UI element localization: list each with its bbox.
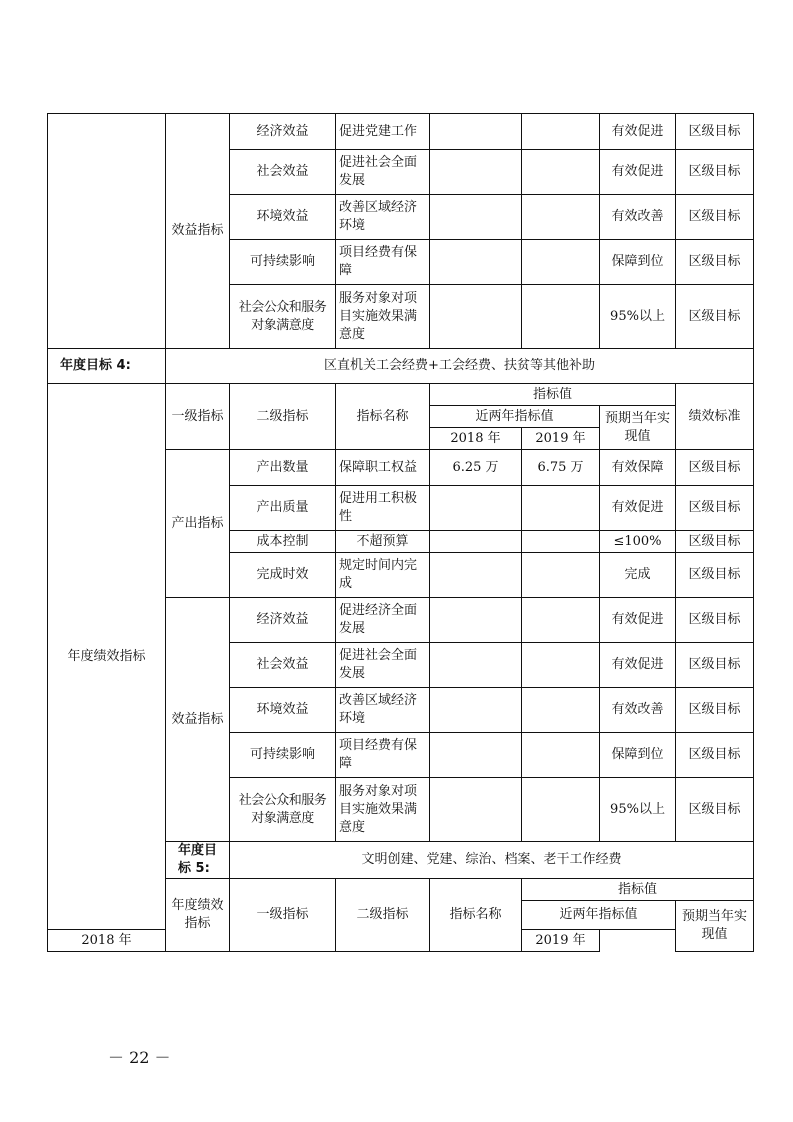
- value-2018-cell: [430, 195, 522, 240]
- annual-indicator-cell-empty: [48, 114, 166, 349]
- goal-5-text: 文明创建、党建、综治、档案、老干工作经费: [230, 842, 754, 879]
- indicator-name-header: 指标名称: [336, 384, 430, 450]
- standard-cell: 区级目标: [676, 643, 754, 688]
- value-2018-cell: [430, 114, 522, 150]
- value-2018-cell: [430, 688, 522, 733]
- expected-value-cell: 有效促进: [600, 114, 676, 150]
- indicator-name-cell: 不超预算: [336, 531, 430, 553]
- value-2018-cell: [430, 285, 522, 349]
- indicator-name-cell: 促进经济全面发展: [336, 598, 430, 643]
- value-2019-cell: [522, 486, 600, 531]
- tier2-cell: 经济效益: [230, 598, 336, 643]
- expected-value-cell: 有效促进: [600, 643, 676, 688]
- value-2019-cell: [522, 553, 600, 598]
- value-2018-cell: [430, 778, 522, 842]
- tier2-cell: 可持续影响: [230, 733, 336, 778]
- value-2019-cell: [522, 195, 600, 240]
- indicator-name-cell: 服务对象对项目实施效果满意度: [336, 778, 430, 842]
- value-2019-cell: [522, 733, 600, 778]
- annual-goal-row: [48, 349, 754, 384]
- value-2018-cell: 6.25 万: [430, 450, 522, 486]
- year-2018-header: 2018 年: [430, 428, 522, 450]
- value-2019-cell: [522, 643, 600, 688]
- expected-value-cell: 有效促进: [600, 598, 676, 643]
- standard-cell: 区级目标: [676, 150, 754, 195]
- standard-cell: 区级目标: [676, 486, 754, 531]
- indicator-name-cell: 项目经费有保障: [336, 733, 430, 778]
- standard-cell: 区级目标: [676, 733, 754, 778]
- expected-value-cell: 95%以上: [600, 778, 676, 842]
- value-2019-cell: [522, 150, 600, 195]
- header-row: [48, 384, 754, 406]
- year-2018-header: 2018 年: [48, 930, 166, 952]
- recent-years-header: 近两年指标值: [522, 901, 676, 930]
- tier1-cell: 效益指标: [166, 598, 230, 842]
- expected-value-cell: 有效改善: [600, 688, 676, 733]
- value-2019-cell: 6.75 万: [522, 450, 600, 486]
- standard-cell: 区级目标: [676, 114, 754, 150]
- tier2-cell: 可持续影响: [230, 240, 336, 285]
- indicator-name-cell: 保障职工权益: [336, 450, 430, 486]
- tier2-cell: 社会公众和服务对象满意度: [230, 778, 336, 842]
- expected-value-cell: 有效保障: [600, 450, 676, 486]
- tier2-cell: 环境效益: [230, 195, 336, 240]
- indicator-name-cell: 促进党建工作: [336, 114, 430, 150]
- tier1-cell: 效益指标: [166, 114, 230, 349]
- value-2019-cell: [522, 114, 600, 150]
- tier2-cell: 社会效益: [230, 150, 336, 195]
- indicator-name-cell: 促进社会全面发展: [336, 643, 430, 688]
- expected-value-cell: 完成: [600, 553, 676, 598]
- tier2-header: 二级指标: [336, 879, 430, 952]
- indicator-value-header: 指标值: [430, 384, 676, 406]
- standard-header: 绩效标准: [676, 384, 754, 450]
- standard-cell: 区级目标: [676, 240, 754, 285]
- recent-years-header: 近两年指标值: [430, 406, 600, 428]
- value-2018-cell: [430, 486, 522, 531]
- indicator-name-cell: 服务对象对项目实施效果满意度: [336, 285, 430, 349]
- tier2-cell: 产出数量: [230, 450, 336, 486]
- value-2018-cell: [430, 598, 522, 643]
- indicator-name-cell: 促进用工积极性: [336, 486, 430, 531]
- expected-value-header: 预期当年实现值: [600, 406, 676, 450]
- value-2019-cell: [522, 778, 600, 842]
- tier2-cell: 产出质量: [230, 486, 336, 531]
- value-2018-cell: [430, 733, 522, 778]
- value-2018-cell: [430, 553, 522, 598]
- indicator-name-cell: 促进社会全面发展: [336, 150, 430, 195]
- value-2018-cell: [430, 240, 522, 285]
- goal-5-label: 年度目标 5:: [166, 842, 230, 879]
- standard-cell: 区级目标: [676, 598, 754, 643]
- expected-value-cell: 有效促进: [600, 150, 676, 195]
- expected-value-cell: 保障到位: [600, 733, 676, 778]
- expected-value-cell: ≤100%: [600, 531, 676, 553]
- standard-cell: 区级目标: [676, 450, 754, 486]
- value-2019-cell: [522, 598, 600, 643]
- standard-cell: 区级目标: [676, 285, 754, 349]
- table-row: [48, 114, 754, 150]
- goal-4-text: 区直机关工会经费+工会经费、扶贫等其他补助: [166, 349, 754, 384]
- expected-value-header: 预期当年实现值: [676, 901, 754, 952]
- value-2019-cell: [522, 240, 600, 285]
- goal-4-label: 年度目标 4:: [48, 349, 166, 384]
- value-2018-cell: [430, 531, 522, 553]
- tier1-header: 一级指标: [166, 384, 230, 450]
- performance-table: [47, 113, 754, 952]
- standard-cell: 区级目标: [676, 778, 754, 842]
- standard-cell: 区级目标: [676, 531, 754, 553]
- expected-value-cell: 有效促进: [600, 486, 676, 531]
- value-2018-cell: [430, 150, 522, 195]
- indicator-value-header: 指标值: [522, 879, 754, 901]
- value-2019-cell: [522, 285, 600, 349]
- year-2019-header: 2019 年: [522, 428, 600, 450]
- tier1-cell: 产出指标: [166, 450, 230, 598]
- value-2018-cell: [430, 643, 522, 688]
- indicator-name-cell: 项目经费有保障: [336, 240, 430, 285]
- tier2-cell: 环境效益: [230, 688, 336, 733]
- value-2019-cell: [522, 531, 600, 553]
- annual-indicator-header: 年度绩效指标: [166, 879, 230, 952]
- indicator-name-cell: 改善区域经济环境: [336, 195, 430, 240]
- year-2019-header: 2019 年: [522, 930, 600, 952]
- standard-cell: 区级目标: [676, 688, 754, 733]
- expected-value-cell: 有效改善: [600, 195, 676, 240]
- annual-indicator-cell: 年度绩效指标: [48, 384, 166, 930]
- tier2-cell: 经济效益: [230, 114, 336, 150]
- page-number: － 22 －: [108, 1048, 171, 1067]
- tier2-cell: 完成时效: [230, 553, 336, 598]
- indicator-name-cell: 规定时间内完成: [336, 553, 430, 598]
- indicator-name-cell: 改善区域经济环境: [336, 688, 430, 733]
- expected-value-cell: 95%以上: [600, 285, 676, 349]
- standard-cell: 区级目标: [676, 195, 754, 240]
- tier2-header: 二级指标: [230, 384, 336, 450]
- standard-cell: 区级目标: [676, 553, 754, 598]
- expected-value-cell: 保障到位: [600, 240, 676, 285]
- value-2019-cell: [522, 688, 600, 733]
- tier2-cell: 社会公众和服务对象满意度: [230, 285, 336, 349]
- tier1-header: 一级指标: [230, 879, 336, 952]
- indicator-name-header: 指标名称: [430, 879, 522, 952]
- tier2-cell: 社会效益: [230, 643, 336, 688]
- tier2-cell: 成本控制: [230, 531, 336, 553]
